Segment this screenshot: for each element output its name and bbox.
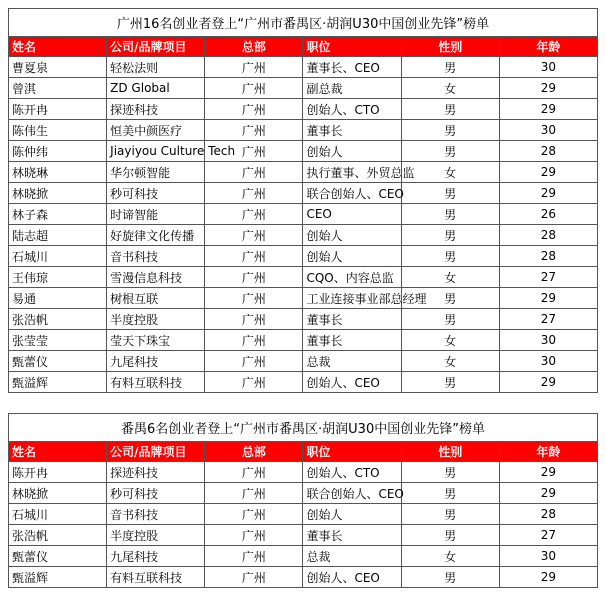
cell-age: 29 <box>499 462 597 483</box>
cell-role: 总裁 <box>303 546 401 567</box>
table-title: 番禺6名创业者登上“广州市番禺区·胡润U30中国创业先锋”榜单 <box>9 414 598 442</box>
table-row <box>9 204 598 225</box>
cell-name: 陆志超 <box>9 225 107 246</box>
cell-gender: 男 <box>401 246 499 267</box>
table-row <box>9 78 598 99</box>
cell-age: 29 <box>499 78 597 99</box>
table-row <box>9 246 598 267</box>
ranking-table-guangzhou <box>8 8 598 393</box>
cell-name: 甄溢辉 <box>9 372 107 393</box>
cell-name: 陈伟生 <box>9 120 107 141</box>
cell-age: 30 <box>499 120 597 141</box>
cell-age: 29 <box>499 372 597 393</box>
cell-gender: 男 <box>401 99 499 120</box>
cell-name: 张莹莹 <box>9 330 107 351</box>
cell-age: 30 <box>499 330 597 351</box>
cell-gender: 女 <box>401 330 499 351</box>
table-row <box>9 162 598 183</box>
cell-company: 音书科技 <box>107 504 205 525</box>
table-row <box>9 99 598 120</box>
ranking-table-panyu <box>8 413 598 588</box>
table-row <box>9 288 598 309</box>
cell-role: 创始人 <box>303 141 401 162</box>
cell-company: 半度控股 <box>107 525 205 546</box>
cell-company: 雪漫信息科技 <box>107 267 205 288</box>
cell-age: 28 <box>499 141 597 162</box>
cell-hq: 广州 <box>205 78 303 99</box>
cell-role: 董事长 <box>303 120 401 141</box>
cell-company: 秒可科技 <box>107 183 205 204</box>
cell-hq: 广州 <box>205 504 303 525</box>
cell-name: 林子森 <box>9 204 107 225</box>
header-role: 职位 <box>303 37 401 57</box>
cell-hq: 广州 <box>205 246 303 267</box>
header-hq: 总部 <box>205 442 303 462</box>
cell-gender: 男 <box>401 483 499 504</box>
table-row <box>9 351 598 372</box>
cell-gender: 男 <box>401 288 499 309</box>
cell-gender: 女 <box>401 351 499 372</box>
cell-age: 27 <box>499 309 597 330</box>
cell-name: 林晓掀 <box>9 183 107 204</box>
cell-name: 陈仲纬 <box>9 141 107 162</box>
cell-name: 石城川 <box>9 504 107 525</box>
cell-company: 音书科技 <box>107 246 205 267</box>
cell-name: 陈开冉 <box>9 462 107 483</box>
cell-gender: 男 <box>401 567 499 588</box>
cell-company: 轻松法则 <box>107 57 205 78</box>
cell-hq: 广州 <box>205 372 303 393</box>
table-row <box>9 225 598 246</box>
cell-name: 林晓掀 <box>9 483 107 504</box>
cell-hq: 广州 <box>205 57 303 78</box>
cell-company: 华尔顿智能 <box>107 162 205 183</box>
cell-hq: 广州 <box>205 141 303 162</box>
cell-role: 董事长 <box>303 525 401 546</box>
cell-gender: 女 <box>401 162 499 183</box>
cell-gender: 女 <box>401 78 499 99</box>
cell-role: 总裁 <box>303 351 401 372</box>
cell-gender: 男 <box>401 183 499 204</box>
cell-gender: 女 <box>401 546 499 567</box>
table-body <box>9 462 598 588</box>
cell-age: 30 <box>499 546 597 567</box>
cell-role: 创始人、CEO <box>303 567 401 588</box>
table-row <box>9 504 598 525</box>
header-name: 姓名 <box>9 37 107 57</box>
cell-role: 创始人 <box>303 504 401 525</box>
cell-gender: 男 <box>401 225 499 246</box>
cell-gender: 男 <box>401 57 499 78</box>
cell-age: 29 <box>499 567 597 588</box>
cell-age: 29 <box>499 99 597 120</box>
table-title: 广州16名创业者登上“广州市番禺区·胡润U30中国创业先锋”榜单 <box>9 9 598 37</box>
cell-age: 29 <box>499 288 597 309</box>
cell-hq: 广州 <box>205 99 303 120</box>
cell-age: 27 <box>499 267 597 288</box>
header-company: 公司/品牌项目 <box>107 442 205 462</box>
cell-company: 树根互联 <box>107 288 205 309</box>
cell-hq: 广州 <box>205 225 303 246</box>
cell-age: 29 <box>499 183 597 204</box>
cell-age: 28 <box>499 504 597 525</box>
cell-role: 董事长 <box>303 330 401 351</box>
header-name: 姓名 <box>9 442 107 462</box>
cell-gender: 男 <box>401 372 499 393</box>
cell-gender: 男 <box>401 120 499 141</box>
cell-company: 时谛智能 <box>107 204 205 225</box>
header-age: 年龄 <box>499 37 597 57</box>
table-row <box>9 141 598 162</box>
header-company: 公司/品牌项目 <box>107 37 205 57</box>
cell-hq: 广州 <box>205 330 303 351</box>
table-row <box>9 330 598 351</box>
cell-gender: 男 <box>401 141 499 162</box>
cell-company: 恒美中颜医疗 <box>107 120 205 141</box>
cell-gender: 男 <box>401 462 499 483</box>
cell-hq: 广州 <box>205 462 303 483</box>
table-guangzhou-16 <box>8 8 598 393</box>
cell-company: 有料互联科技 <box>107 567 205 588</box>
table-row <box>9 183 598 204</box>
table-row <box>9 267 598 288</box>
cell-gender: 女 <box>401 267 499 288</box>
header-age: 年龄 <box>499 442 597 462</box>
cell-role: 创始人、CEO <box>303 372 401 393</box>
cell-company: 九尾科技 <box>107 351 205 372</box>
cell-age: 30 <box>499 57 597 78</box>
cell-role: 创始人 <box>303 225 401 246</box>
cell-name: 林晓琳 <box>9 162 107 183</box>
cell-company: 有料互联科技 <box>107 372 205 393</box>
header-gender: 性别 <box>401 37 499 57</box>
cell-company: 半度控股 <box>107 309 205 330</box>
cell-hq: 广州 <box>205 525 303 546</box>
table-row <box>9 546 598 567</box>
cell-name: 曾淇 <box>9 78 107 99</box>
cell-age: 28 <box>499 225 597 246</box>
cell-hq: 广州 <box>205 120 303 141</box>
cell-gender: 男 <box>401 504 499 525</box>
cell-role: 董事长、CEO <box>303 57 401 78</box>
cell-company: Jiayiyou Culture Tech <box>107 141 205 162</box>
cell-hq: 广州 <box>205 162 303 183</box>
table-row <box>9 462 598 483</box>
cell-name: 陈开冉 <box>9 99 107 120</box>
cell-company: ZD Global <box>107 78 205 99</box>
cell-role: 创始人、CTO <box>303 99 401 120</box>
cell-name: 甄溢辉 <box>9 567 107 588</box>
cell-role: 创始人 <box>303 246 401 267</box>
cell-age: 27 <box>499 525 597 546</box>
cell-age: 28 <box>499 246 597 267</box>
cell-name: 张浩帆 <box>9 309 107 330</box>
cell-gender: 男 <box>401 204 499 225</box>
cell-hq: 广州 <box>205 567 303 588</box>
cell-age: 26 <box>499 204 597 225</box>
cell-company: 九尾科技 <box>107 546 205 567</box>
cell-role: 董事长 <box>303 309 401 330</box>
header-row <box>9 37 598 57</box>
cell-role: 副总裁 <box>303 78 401 99</box>
cell-hq: 广州 <box>205 483 303 504</box>
cell-name: 甄蕾仪 <box>9 351 107 372</box>
header-row <box>9 442 598 462</box>
cell-company: 好旋律文化传播 <box>107 225 205 246</box>
cell-role: 工业连接事业部总经理 <box>303 288 401 309</box>
cell-hq: 广州 <box>205 546 303 567</box>
cell-hq: 广州 <box>205 351 303 372</box>
table-row <box>9 120 598 141</box>
table-body <box>9 57 598 393</box>
cell-hq: 广州 <box>205 183 303 204</box>
table-row <box>9 483 598 504</box>
table-row <box>9 525 598 546</box>
table-row <box>9 567 598 588</box>
header-role: 职位 <box>303 442 401 462</box>
cell-age: 29 <box>499 162 597 183</box>
cell-name: 张浩帆 <box>9 525 107 546</box>
table-panyu-6 <box>8 413 598 588</box>
cell-company: 探迹科技 <box>107 462 205 483</box>
cell-company: 秒可科技 <box>107 483 205 504</box>
cell-role: CQO、内容总监 <box>303 267 401 288</box>
cell-role: 联合创始人、CEO <box>303 183 401 204</box>
cell-name: 易通 <box>9 288 107 309</box>
table-row <box>9 57 598 78</box>
cell-name: 甄蕾仪 <box>9 546 107 567</box>
cell-role: 执行董事、外贸总监 <box>303 162 401 183</box>
cell-company: 探迹科技 <box>107 99 205 120</box>
table-row <box>9 372 598 393</box>
cell-hq: 广州 <box>205 204 303 225</box>
cell-hq: 广州 <box>205 267 303 288</box>
cell-company: 莹天下珠宝 <box>107 330 205 351</box>
header-gender: 性别 <box>401 442 499 462</box>
cell-name: 曹夏泉 <box>9 57 107 78</box>
cell-gender: 男 <box>401 525 499 546</box>
cell-hq: 广州 <box>205 288 303 309</box>
header-hq: 总部 <box>205 37 303 57</box>
cell-age: 30 <box>499 351 597 372</box>
cell-role: 创始人、CTO <box>303 462 401 483</box>
cell-age: 29 <box>499 483 597 504</box>
cell-role: CEO <box>303 204 401 225</box>
cell-name: 石城川 <box>9 246 107 267</box>
cell-hq: 广州 <box>205 309 303 330</box>
cell-name: 王伟琼 <box>9 267 107 288</box>
cell-gender: 男 <box>401 309 499 330</box>
table-row <box>9 309 598 330</box>
cell-role: 联合创始人、CEO <box>303 483 401 504</box>
